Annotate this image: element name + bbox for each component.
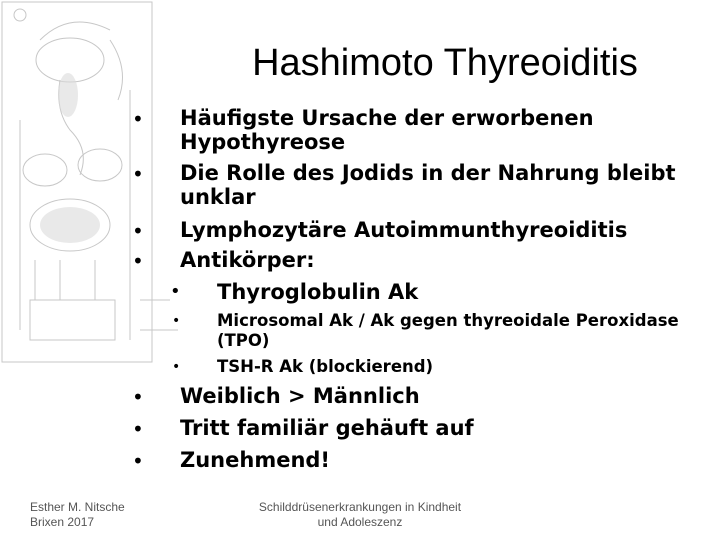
bullet-marker: • <box>172 359 181 375</box>
footer-title-line2: und Adoleszenz <box>317 515 403 529</box>
footer-author <box>30 500 125 530</box>
bullet-text-cont: Hypothyreose <box>180 130 346 154</box>
bullet-marker: • <box>132 219 144 243</box>
bullet-text: Lymphozytäre Autoimmunthyreoiditis <box>180 218 628 242</box>
bullet-text: Antikörper: <box>180 248 315 272</box>
bullet-marker: • <box>132 162 144 186</box>
bullet-text: Die Rolle des Jodids in der Nahrung bleibt <box>180 161 676 185</box>
bullet-marker: • <box>132 249 144 273</box>
bullet-text: Häufigste Ursache der erworbenen <box>180 106 594 130</box>
footer-author-name: Esther M. Nitsche <box>30 500 125 514</box>
bullet-text: Weiblich > Männlich <box>180 384 420 408</box>
bullet-marker: • <box>132 417 144 441</box>
bullet-marker: • <box>172 313 181 329</box>
footer-title <box>230 500 490 530</box>
bullet-marker: • <box>170 281 181 302</box>
bullet-marker: • <box>132 449 144 473</box>
bullet-text: Thyroglobulin Ak <box>217 280 419 304</box>
bullet-text-cont: (TPO) <box>217 331 270 350</box>
bullet-text: TSH-R Ak (blockierend) <box>217 357 434 376</box>
bullet-text: Microsomal Ak / Ak gegen thyreoidale Peroxidase <box>217 311 679 330</box>
bullet-text: Tritt familiär gehäuft auf <box>180 416 474 440</box>
bullet-text: Zunehmend! <box>180 448 331 472</box>
bullet-text-cont: unklar <box>180 185 256 209</box>
bullet-marker: • <box>132 385 144 409</box>
bullet-marker: • <box>132 107 144 131</box>
slide-title: Hashimoto Thyreoiditis <box>252 42 638 84</box>
footer-title-line1: Schilddrüsenerkrankungen in Kindheit <box>258 500 462 514</box>
footer-author-place: Brixen 2017 <box>30 515 95 529</box>
